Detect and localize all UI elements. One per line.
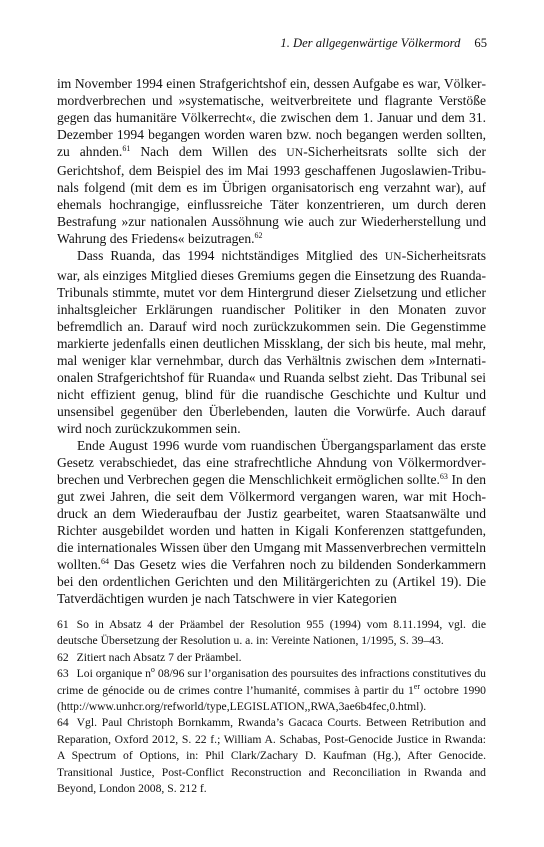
paragraph-2: Dass Ruanda, das 1994 nichtständiges Mitglied des UN-Sicherheitsrats war, als einziges Mitglied dieses Gremiums gegen die Einsetzung des Ruanda-Tribunals stimmte, mutet vor dem Hintergrund dieser Zielsetzung und etlicher inhaltsgleicher Erklärungen ruandischer Politiker in den Monaten zuvor befremdlich an. Darauf wird noch zurückzukommen sein. Die Gegenstimme markierte jedenfalls einen deutlichen Missklang, der sich bis heute, mal mehr, mal weniger klar vernehmbar, durch das Verhältnis zwischen dem »Internationalen Strafgerichtshof für Ruanda« und Ruanda selbst zieht. Das Tribunal sei nicht effizient genug, blind für die ruandische Geschichte und Kultur und unsensibel gegenüber den Überlebenden, lauten die Vorwürfe. Auch darauf wird noch zurückzukommen sein. [57, 248, 486, 436]
footnote-number: 64 [57, 716, 69, 730]
footnote-number: 62 [57, 650, 69, 664]
footnote-62 [57, 650, 486, 666]
un-abbrev: UN [384, 251, 402, 264]
chapter-title: 1. Der allgegenwärtige Völkermord [280, 36, 461, 50]
footnote-number: 63 [57, 667, 69, 681]
footnote-63: 63 Loi organique $n^o$ 08/96 sur l’organisation des poursuites des infractions constitutives du crime de génocide ou de crimes contre l’humanité, commises à partir du 1er octobre 1990 (http://www.unhcr.org/refworld/type,LEGISLATION,,RWA,3ae6b4fec,0.html). [57, 665, 486, 714]
footnote-ref-63[interactable]: 63 [439, 472, 448, 482]
footnote-text: Zitiert nach Absatz 7 der Präambel. [76, 650, 242, 664]
footnote-ref-61[interactable]: 61 [122, 144, 131, 154]
paragraph-1: im November 1994 einen Strafgerichtshof ein, dessen Aufgabe es war, Völkermordverbrechen und »systematische, weitverbreitete und flagrante Verstöße gegen das humanitäre Völkerrecht«, die zwischen dem 1. Januar und dem 31. Dezember 1994 begangen worden waren bzw. noch begangen werden sollten, zu ahnden.$^{61}$ Nach dem Willen des UN-Sicherheitsrats sollte sich der Gerichtshof, dem Beispiel des im Mai 1993 geschaffenen Jugoslawien-Tribunals folgend (mit dem es im Übrigen organisatorisch eng verzahnt war), auf ehemals hochrangige, einflussreiche Täter konzentrieren, um durch deren Bestrafung »zur nationalen Aussöhnung wie auch zur Wiederherstellung und Wahrung des Friedens« beizutragen.$^{62}$ [57, 76, 486, 247]
footnote-61 [57, 617, 486, 650]
body-text [57, 75, 486, 607]
footnote-text: Vgl. Paul Christoph Bornkamm, Rwanda’s Gacaca Courts. Between Retribution and Reparation, Oxford 2012, S. 22 f.; William A. Schabas, Post-Genocide Justice in Rwanda: A Spectrum of Options, in: Phil Clark/Zachary D. Kaufman (Hg.), After Genocide. Transitional Justice, Post-Conflict Reconstruction and Reconciliation in Rwanda and Beyond, London 2008, S. 212 f. [57, 716, 486, 796]
running-head [57, 36, 487, 54]
footnote-number: 61 [57, 618, 69, 631]
un-abbrev: UN [286, 147, 304, 160]
footnote-ref-62[interactable]: 62 [254, 231, 263, 241]
page-number: 65 [474, 36, 487, 50]
paragraph-3: Ende August 1996 wurde vom ruandischen Übergangsparlament das erste Gesetz verabschiedet, das eine strafrechtliche Ahndung von Völkermordverbrechen und Verbrechen gegen die Menschlichkeit ermöglichen sollte.$^{63}$ In den gut zwei Jahren, die seit dem Völkermord vergangen waren, war mit Hochdruck an dem Wiederaufbau der Justiz gearbeitet, waren Staatsanwälte und Richter ausgebildet worden und hatten in Kigali Konferenzen stattgefunden, die internationales Wissen über den Umgang mit Massenverbrechen vermitteln wollten.$^{64}$ Das Gesetz wies die Verfahren noch zu bildenden Sonderkammern bei den ordentlichen Gerichten und den Militärgerichten zu (Artikel 19). Die Tatverdächtigen wurden je nach Tatschwere in vier Kategorien [57, 437, 486, 607]
footnotes [57, 617, 486, 797]
footnote-text: So in Absatz 4 der Präambel der Resolution 955 (1994) vom 8.11.1994, vgl. die deutsche Übersetzung der Resolution u. a. in: Vereinte Nationen, 1/1995, S. 39–43. [57, 618, 486, 648]
footnote-ref-64[interactable]: 64 [101, 557, 110, 567]
footnote-64 [57, 715, 486, 797]
